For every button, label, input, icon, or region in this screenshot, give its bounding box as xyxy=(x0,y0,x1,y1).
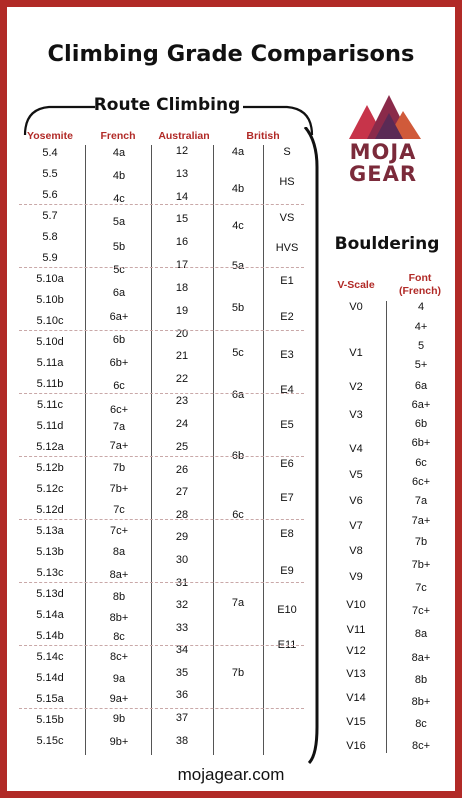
australian-grade-23: 35 xyxy=(175,667,189,679)
font-grade-8: 6c xyxy=(415,457,427,469)
french-grade-6: 6a xyxy=(112,287,126,299)
footer-url: mojagear.com xyxy=(177,765,285,784)
font-grade-13: 7b+ xyxy=(411,559,431,571)
row-group-divider xyxy=(19,645,304,646)
page-title: Climbing Grade Comparisons xyxy=(47,41,415,67)
british-adj-grade-14: E11 xyxy=(277,639,297,651)
french-grade-1: 4b xyxy=(112,170,126,182)
australian-grade-4: 16 xyxy=(175,236,189,248)
row-group-divider xyxy=(19,708,304,709)
french-grade-7: 6a+ xyxy=(109,311,129,323)
yosemite-grade-5: 5.9 xyxy=(42,252,58,264)
french-grade-2: 4c xyxy=(113,193,125,205)
australian-grade-1: 13 xyxy=(175,168,189,180)
british-tech-grade-10: 7b xyxy=(231,667,245,679)
font-grade-2: 5 xyxy=(417,340,425,352)
french-grade-23: 8c+ xyxy=(109,651,129,663)
british-tech-grade-2: 4c xyxy=(232,220,244,232)
french-grade-16: 7c xyxy=(113,504,125,516)
australian-grade-7: 19 xyxy=(175,305,189,317)
divider-yosemite-french xyxy=(85,145,86,755)
australian-grade-8: 20 xyxy=(175,328,189,340)
australian-grade-12: 24 xyxy=(175,418,189,430)
header-font: Font (French) xyxy=(399,272,441,297)
british-tech-grade-0: 4a xyxy=(231,146,245,158)
vscale-grade-6: V6 xyxy=(349,495,363,507)
yosemite-grade-26: 5.15a xyxy=(36,693,64,705)
vscale-grade-11: V11 xyxy=(346,624,366,636)
french-grade-20: 8b xyxy=(112,591,126,603)
vscale-grade-9: V9 xyxy=(349,571,363,583)
route-climbing-title: Route Climbing xyxy=(93,95,241,115)
french-grade-0: 4a xyxy=(112,147,126,159)
font-grade-3: 5+ xyxy=(414,359,428,371)
yosemite-grade-8: 5.10c xyxy=(36,315,64,327)
vscale-grade-8: V8 xyxy=(349,545,363,557)
row-group-divider xyxy=(19,393,304,394)
font-grade-19: 8b+ xyxy=(411,696,431,708)
vscale-grade-7: V7 xyxy=(349,520,363,532)
font-grade-5: 6a+ xyxy=(411,399,431,411)
font-grade-1: 4+ xyxy=(414,321,428,333)
british-adj-grade-1: HS xyxy=(279,176,295,188)
australian-grade-22: 34 xyxy=(175,644,189,656)
french-grade-14: 7b xyxy=(112,462,126,474)
divider-british xyxy=(263,145,264,755)
yosemite-grade-3: 5.7 xyxy=(42,210,58,222)
french-grade-15: 7b+ xyxy=(109,483,129,495)
british-tech-grade-4: 5b xyxy=(231,302,245,314)
australian-grade-13: 25 xyxy=(175,441,189,453)
font-grade-9: 6c+ xyxy=(411,476,431,488)
british-adj-grade-10: E7 xyxy=(280,492,294,504)
french-grade-8: 6b xyxy=(112,334,126,346)
australian-grade-18: 30 xyxy=(175,554,189,566)
yosemite-grade-11: 5.11b xyxy=(36,378,64,390)
header-british: British xyxy=(246,130,280,142)
british-adj-grade-6: E3 xyxy=(280,349,294,361)
yosemite-grade-27: 5.15b xyxy=(36,714,64,726)
yosemite-grade-23: 5.14b xyxy=(36,630,64,642)
font-grade-15: 7c+ xyxy=(411,605,431,617)
yosemite-grade-6: 5.10a xyxy=(36,273,64,285)
row-group-divider xyxy=(19,519,304,520)
yosemite-grade-20: 5.13c xyxy=(36,567,64,579)
yosemite-grade-22: 5.14a xyxy=(36,609,64,621)
yosemite-grade-16: 5.12c xyxy=(36,483,64,495)
australian-grade-15: 27 xyxy=(175,486,189,498)
header-vscale: V-Scale xyxy=(337,279,375,291)
row-group-divider xyxy=(19,267,304,268)
british-adj-grade-12: E9 xyxy=(280,565,294,577)
british-adj-grade-2: VS xyxy=(279,212,295,224)
font-grade-7: 6b+ xyxy=(411,437,431,449)
british-adj-grade-11: E8 xyxy=(280,528,294,540)
row-group-divider xyxy=(19,456,304,457)
australian-grade-11: 23 xyxy=(175,395,189,407)
british-tech-grade-5: 5c xyxy=(232,347,244,359)
australian-grade-10: 22 xyxy=(175,373,189,385)
vscale-grade-14: V14 xyxy=(346,692,366,704)
australian-grade-3: 15 xyxy=(175,213,189,225)
yosemite-grade-9: 5.10d xyxy=(36,336,64,348)
australian-grade-0: 12 xyxy=(175,145,189,157)
yosemite-grade-1: 5.5 xyxy=(42,168,58,180)
british-tech-grade-9: 7a xyxy=(231,597,245,609)
british-adj-grade-4: E1 xyxy=(280,275,294,287)
yosemite-grade-25: 5.14d xyxy=(36,672,64,684)
yosemite-grade-28: 5.15c xyxy=(36,735,64,747)
australian-grade-20: 32 xyxy=(175,599,189,611)
french-grade-11: 6c+ xyxy=(109,404,129,416)
french-grade-21: 8b+ xyxy=(109,612,129,624)
vscale-grade-1: V1 xyxy=(349,347,363,359)
yosemite-grade-12: 5.11c xyxy=(36,399,64,411)
vscale-grade-16: V16 xyxy=(346,740,366,752)
yosemite-grade-21: 5.13d xyxy=(36,588,64,600)
vscale-grade-3: V3 xyxy=(349,409,363,421)
australian-grade-2: 14 xyxy=(175,191,189,203)
french-grade-24: 9a xyxy=(112,673,126,685)
australian-grade-5: 17 xyxy=(175,259,189,271)
french-grade-19: 8a+ xyxy=(109,569,129,581)
header-french: French xyxy=(100,130,136,142)
yosemite-grade-19: 5.13b xyxy=(36,546,64,558)
french-grade-27: 9b+ xyxy=(109,736,129,748)
font-grade-4: 6a xyxy=(414,380,428,392)
australian-grade-24: 36 xyxy=(175,689,189,701)
vscale-grade-15: V15 xyxy=(346,716,366,728)
french-grade-22: 8c xyxy=(113,631,125,643)
row-group-divider xyxy=(19,204,304,205)
yosemite-grade-4: 5.8 xyxy=(42,231,58,243)
divider-boulder xyxy=(386,301,387,753)
australian-grade-14: 26 xyxy=(175,464,189,476)
british-adj-grade-8: E5 xyxy=(280,419,294,431)
australian-grade-9: 21 xyxy=(175,350,189,362)
british-tech-grade-1: 4b xyxy=(231,183,245,195)
yosemite-grade-13: 5.11d xyxy=(36,420,64,432)
australian-grade-25: 37 xyxy=(175,712,189,724)
yosemite-grade-2: 5.6 xyxy=(42,189,58,201)
row-group-divider xyxy=(19,330,304,331)
australian-grade-6: 18 xyxy=(175,282,189,294)
french-grade-13: 7a+ xyxy=(109,440,129,452)
british-tech-grade-8: 6c xyxy=(232,509,244,521)
vscale-grade-4: V4 xyxy=(349,443,363,455)
yosemite-grade-15: 5.12b xyxy=(36,462,64,474)
yosemite-grade-14: 5.12a xyxy=(36,441,64,453)
british-tech-grade-7: 6b xyxy=(231,450,245,462)
bouldering-title: Bouldering xyxy=(334,234,440,254)
vscale-grade-0: V0 xyxy=(349,301,363,313)
header-yosemite: Yosemite xyxy=(27,130,73,142)
vscale-grade-10: V10 xyxy=(346,599,366,611)
font-grade-21: 8c+ xyxy=(411,740,431,752)
font-grade-18: 8b xyxy=(414,674,428,686)
logo-gear: GEAR xyxy=(348,162,417,186)
british-adj-grade-0: S xyxy=(283,146,291,158)
vscale-grade-13: V13 xyxy=(346,668,366,680)
yosemite-grade-7: 5.10b xyxy=(36,294,64,306)
font-grade-20: 8c xyxy=(415,718,427,730)
british-adj-grade-9: E6 xyxy=(280,458,294,470)
french-grade-10: 6c xyxy=(113,380,125,392)
logo-moja: MOJA xyxy=(349,140,417,164)
yosemite-grade-24: 5.14c xyxy=(36,651,64,663)
australian-grade-16: 28 xyxy=(175,509,189,521)
french-grade-3: 5a xyxy=(112,216,126,228)
header-australian: Australian xyxy=(158,130,210,142)
french-grade-25: 9a+ xyxy=(109,693,129,705)
british-adj-grade-13: E10 xyxy=(277,604,297,616)
yosemite-grade-10: 5.11a xyxy=(36,357,64,369)
font-grade-10: 7a xyxy=(414,495,428,507)
row-group-divider xyxy=(19,582,304,583)
australian-grade-19: 31 xyxy=(175,577,189,589)
font-grade-14: 7c xyxy=(415,582,427,594)
british-adj-grade-5: E2 xyxy=(280,311,294,323)
font-grade-16: 8a xyxy=(414,628,428,640)
font-grade-12: 7b xyxy=(414,536,428,548)
australian-grade-21: 33 xyxy=(175,622,189,634)
british-adj-grade-7: E4 xyxy=(280,384,294,396)
french-grade-5: 5c xyxy=(113,264,125,276)
moja-gear-logo-mountains xyxy=(345,89,423,141)
font-grade-0: 4 xyxy=(417,301,425,313)
yosemite-grade-0: 5.4 xyxy=(42,147,58,159)
french-grade-26: 9b xyxy=(112,713,126,725)
british-adj-grade-3: HVS xyxy=(275,242,299,254)
vscale-grade-12: V12 xyxy=(346,645,366,657)
vscale-grade-2: V2 xyxy=(349,381,363,393)
yosemite-grade-17: 5.12d xyxy=(36,504,64,516)
french-grade-17: 7c+ xyxy=(109,525,129,537)
french-grade-18: 8a xyxy=(112,546,126,558)
vscale-grade-5: V5 xyxy=(349,469,363,481)
australian-grade-26: 38 xyxy=(175,735,189,747)
british-tech-grade-3: 5a xyxy=(231,260,245,272)
british-tech-grade-6: 6a xyxy=(231,389,245,401)
font-grade-11: 7a+ xyxy=(411,515,431,527)
french-grade-4: 5b xyxy=(112,241,126,253)
font-grade-6: 6b xyxy=(414,418,428,430)
french-grade-12: 7a xyxy=(112,421,126,433)
yosemite-grade-18: 5.13a xyxy=(36,525,64,537)
french-grade-9: 6b+ xyxy=(109,357,129,369)
australian-grade-17: 29 xyxy=(175,531,189,543)
font-grade-17: 8a+ xyxy=(411,652,431,664)
